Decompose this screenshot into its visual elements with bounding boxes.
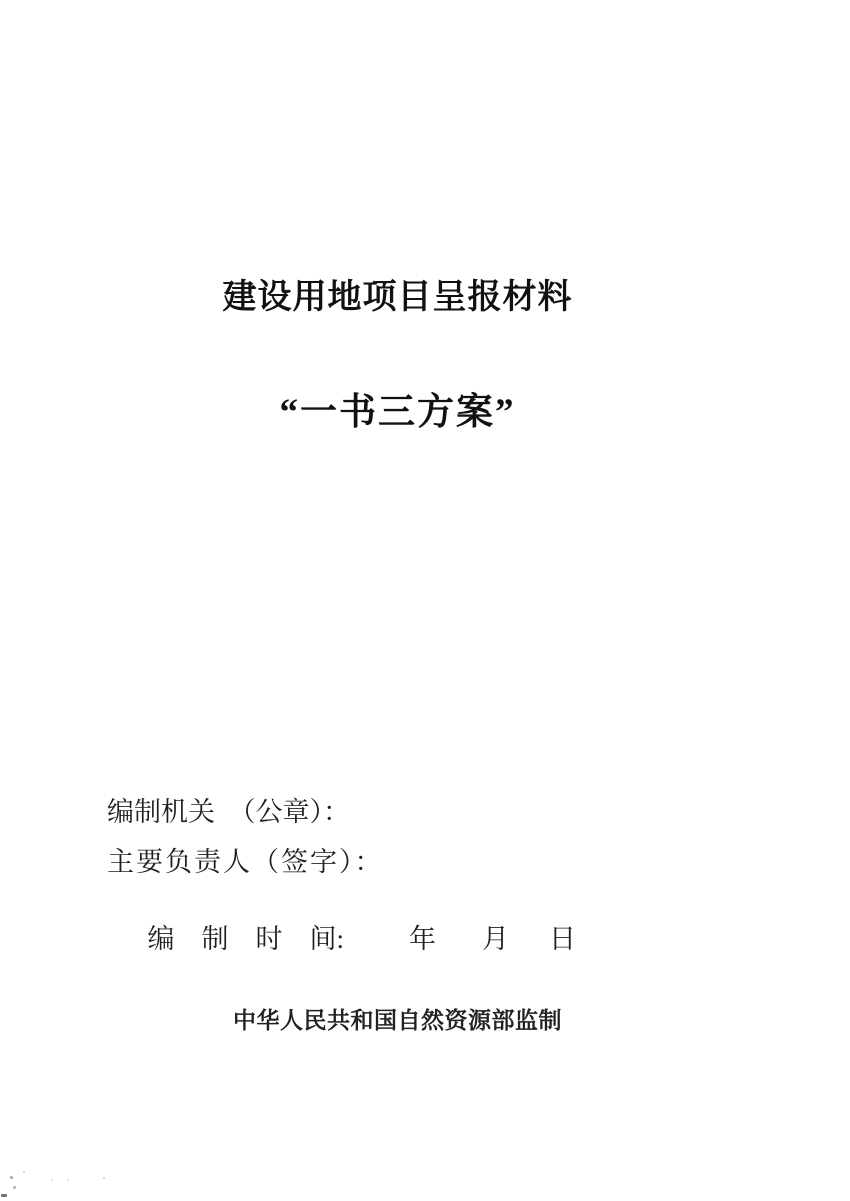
scan-speck [10,1176,13,1179]
field-responsible-person-signature: 主要负责人（签字）： [107,847,384,877]
scan-speck [103,1177,105,1179]
date-month-label: 月 [482,924,510,954]
document-subtitle: “一书三方案” [279,392,516,433]
signature-fields [107,799,576,980]
scan-speck [13,1186,16,1189]
scan-speck [1,1194,7,1197]
scan-speck [51,1179,53,1181]
date-year-label: 年 [409,924,437,954]
scan-speck [23,1171,25,1173]
preparation-date-label: 编 制 时 间: [147,924,345,954]
issuing-authority-footer: 中华人民共和国自然资源部监制 [233,1008,562,1033]
field-preparing-agency-seal: 编制机关 （公章）： [107,797,350,827]
date-day-label: 日 [549,924,577,954]
field-preparation-date [107,899,576,980]
scan-speck [67,1179,69,1181]
document-title: 建设用地项目呈报材料 [222,279,573,316]
